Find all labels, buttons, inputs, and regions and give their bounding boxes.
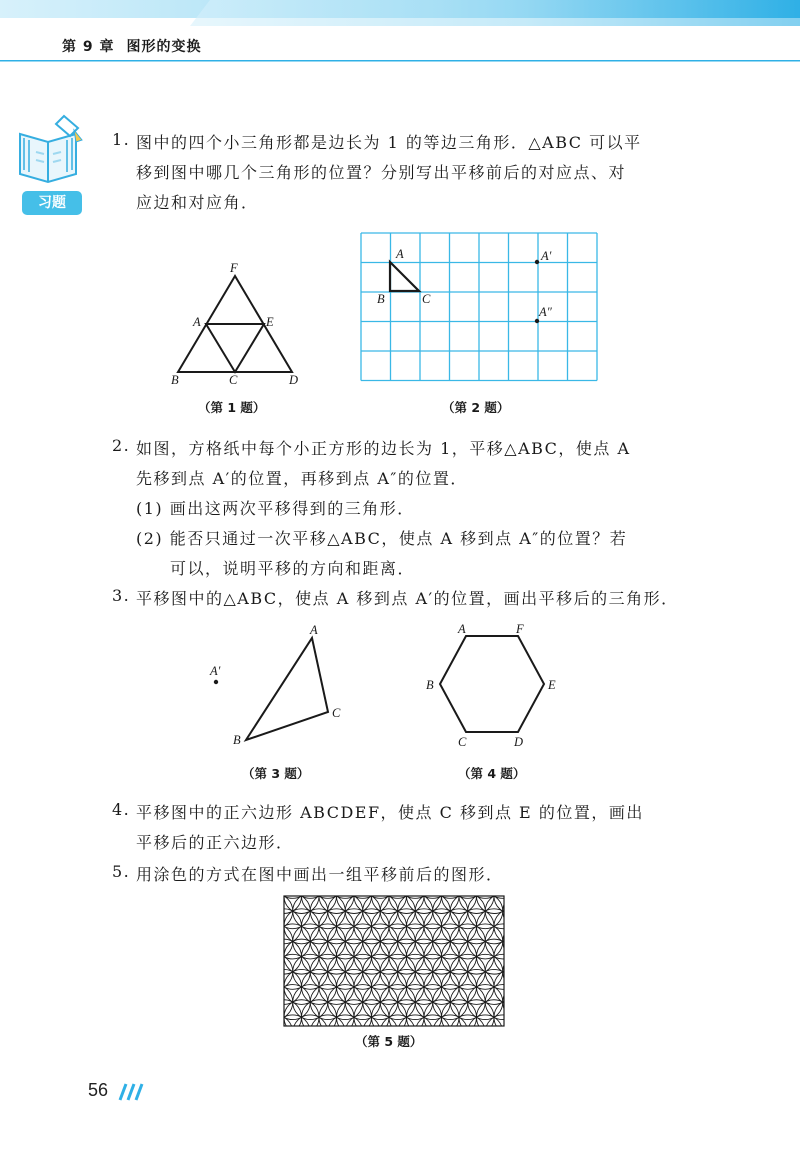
problem-3-text: 平移图中的△ABC，使点 A 移到点 A′的位置，画出平移后的三角形． xyxy=(136,589,679,608)
pattern-circle xyxy=(512,879,547,914)
pattern-circle xyxy=(538,1015,573,1050)
fig3-label-a: A xyxy=(310,623,318,637)
fig4-label-c: C xyxy=(458,735,467,749)
pattern-circle xyxy=(232,1030,267,1065)
pattern-circle xyxy=(512,969,547,1004)
chapter-number: 第 9 章 xyxy=(62,39,115,55)
pattern-circle xyxy=(494,939,529,974)
book-icon xyxy=(16,112,86,182)
fig2-triangle-abc xyxy=(390,262,419,291)
figure-1-triangle xyxy=(160,256,320,406)
pattern-circle xyxy=(258,954,293,989)
fig4-label-f: F xyxy=(516,622,524,636)
fig2-label-c: C xyxy=(422,292,431,306)
pattern-circle xyxy=(433,1015,468,1050)
pattern-circle xyxy=(512,1030,547,1065)
page-number-value: 56 xyxy=(88,1080,109,1100)
pattern-circle xyxy=(232,1000,267,1035)
problem-2-sub-1: (1) 画出这两次平移得到的三角形． xyxy=(136,499,415,518)
pattern-circle xyxy=(494,969,529,1004)
pattern-circle xyxy=(240,894,275,929)
section-badge: 习题 xyxy=(22,191,82,215)
fig2-point-a-prime xyxy=(535,260,539,264)
problem-1-line-1: 图中的四个小三角形都是边长为 1 的等边三角形．△ABC 可以平 xyxy=(136,133,642,152)
problem-1-line-2: 移到图中哪几个三角形的位置？分别写出平移前后的对应点、对 xyxy=(136,163,627,182)
pattern-circle xyxy=(240,1015,275,1050)
pattern-circle xyxy=(529,1000,564,1035)
pattern-circle xyxy=(512,909,547,944)
page-slashes-icon xyxy=(114,1082,144,1102)
pattern-circle xyxy=(249,909,284,944)
pattern-circle xyxy=(275,1015,310,1050)
pattern-circle xyxy=(494,909,529,944)
pattern-circle xyxy=(424,1030,459,1065)
figure-3-triangle xyxy=(200,620,370,760)
pattern-circle xyxy=(267,1030,302,1065)
pattern-circle xyxy=(503,1015,538,1050)
fig1-label-b: B xyxy=(171,373,179,387)
pattern-circle xyxy=(520,894,555,929)
pattern-circle xyxy=(258,985,293,1020)
pattern-circle xyxy=(485,1015,520,1050)
fig4-label-a: A xyxy=(458,622,466,636)
problem-4-number: 4. xyxy=(112,800,131,819)
pattern-circle xyxy=(258,924,293,959)
fig4-label-d: D xyxy=(514,735,524,749)
pattern-circle xyxy=(319,1030,354,1065)
pattern-circle xyxy=(538,985,573,1020)
pattern-circle xyxy=(538,863,573,898)
figure-4-hexagon xyxy=(418,620,568,760)
problem-1-line-3: 应边和对应角． xyxy=(136,193,259,212)
fig3-label-b: B xyxy=(233,733,241,747)
problem-2-sub-2-line-1: (2) 能否只通过一次平移△ABC，使点 A 移到点 A″的位置？若 xyxy=(136,529,628,548)
chapter-heading xyxy=(62,36,202,56)
pattern-circle xyxy=(240,985,275,1020)
problem-2-line-1: 如图，方格纸中每个小正方形的边长为 1，平移△ABC，使点 A xyxy=(136,439,631,458)
fig1-label-d: D xyxy=(289,373,299,387)
pattern-circle xyxy=(503,894,538,929)
problem-3-number: 3. xyxy=(112,586,131,605)
fig4-label-b: B xyxy=(426,678,434,692)
pattern-circle xyxy=(512,848,547,883)
pattern-circle xyxy=(477,1030,512,1065)
figure-4-caption: （第 4 题） xyxy=(458,766,526,781)
problem-5-number: 5. xyxy=(112,862,131,881)
fig1-label-c: C xyxy=(229,373,238,387)
chapter-title: 图形的变换 xyxy=(126,39,202,55)
fig3-label-a-prime: A′ xyxy=(210,664,221,678)
pattern-circle xyxy=(529,909,564,944)
pattern-circle xyxy=(284,1030,319,1065)
fig2-label-a: A xyxy=(396,247,404,261)
pattern-circle xyxy=(302,1030,337,1065)
fig1-label-f: F xyxy=(230,261,238,275)
pattern-circle xyxy=(538,954,573,989)
figure-2-caption: （第 2 题） xyxy=(442,400,510,415)
pattern-circle xyxy=(529,848,564,883)
pattern-circle xyxy=(258,1015,293,1050)
figure-1-caption: （第 1 题） xyxy=(198,400,266,415)
pattern-circle xyxy=(459,1030,494,1065)
fig2-point-a-double-prime xyxy=(535,319,539,323)
pattern-circle xyxy=(468,1015,503,1050)
problem-4-line-2: 平移后的正六边形． xyxy=(136,833,294,852)
problem-2-line-2: 先移到点 A′的位置，再移到点 A″的位置． xyxy=(136,469,468,488)
pattern-circle xyxy=(520,954,555,989)
figure-5-caption: （第 5 题） xyxy=(355,1034,423,1049)
pattern-circle xyxy=(503,954,538,989)
pattern-circle xyxy=(249,939,284,974)
pattern-circle xyxy=(249,1000,284,1035)
pattern-circle xyxy=(494,1000,529,1035)
problem-4-line-1: 平移图中的正六边形 ABCDEF，使点 C 移到点 E 的位置，画出 xyxy=(136,803,644,822)
figure-2-grid xyxy=(358,230,618,390)
pattern-circle xyxy=(232,939,267,974)
figure-5-pattern xyxy=(284,896,504,1026)
fig1-label-e: E xyxy=(266,315,274,329)
pattern-circle xyxy=(529,879,564,914)
pattern-circle xyxy=(232,909,267,944)
fig4-label-e: E xyxy=(548,678,556,692)
problem-1-number: 1. xyxy=(112,130,131,149)
pattern-circle xyxy=(232,969,267,1004)
problem-2-sub-2-line-2: 可以，说明平移的方向和距离． xyxy=(170,559,416,578)
pattern-circle xyxy=(494,1030,529,1065)
pattern-circle xyxy=(529,1030,564,1065)
pattern-circle xyxy=(249,1030,284,1065)
pattern-circle xyxy=(258,894,293,929)
pattern-circle xyxy=(520,863,555,898)
pattern-circle xyxy=(249,969,284,1004)
pattern-circle xyxy=(442,1030,477,1065)
pattern-circle xyxy=(240,924,275,959)
fig2-label-a-double-prime: A″ xyxy=(539,305,552,319)
pattern-circle xyxy=(503,863,538,898)
pattern-circle xyxy=(310,1015,345,1050)
pattern-circle xyxy=(520,1015,555,1050)
pattern-circle xyxy=(529,969,564,1004)
pattern-circle xyxy=(293,1015,328,1050)
fig2-label-b: B xyxy=(377,292,385,306)
problem-2-number: 2. xyxy=(112,436,131,455)
pattern-circle xyxy=(538,894,573,929)
pattern-circle xyxy=(240,954,275,989)
pattern-circle xyxy=(503,985,538,1020)
pattern-circle xyxy=(512,939,547,974)
fig1-label-a: A xyxy=(193,315,201,329)
pattern-circle xyxy=(520,924,555,959)
pattern-circle xyxy=(538,924,573,959)
page-number xyxy=(88,1080,108,1101)
pattern-circle xyxy=(512,1000,547,1035)
pattern-circle xyxy=(503,924,538,959)
pattern-circle xyxy=(450,1015,485,1050)
fig3-point-a-prime xyxy=(214,680,218,684)
fig3-label-c: C xyxy=(332,706,341,720)
problem-5-text: 用涂色的方式在图中画出一组平移前后的图形． xyxy=(136,865,504,884)
pattern-circle xyxy=(520,985,555,1020)
fig2-label-a-prime: A′ xyxy=(541,249,552,263)
pattern-circle xyxy=(529,939,564,974)
figure-3-caption: （第 3 题） xyxy=(242,766,310,781)
